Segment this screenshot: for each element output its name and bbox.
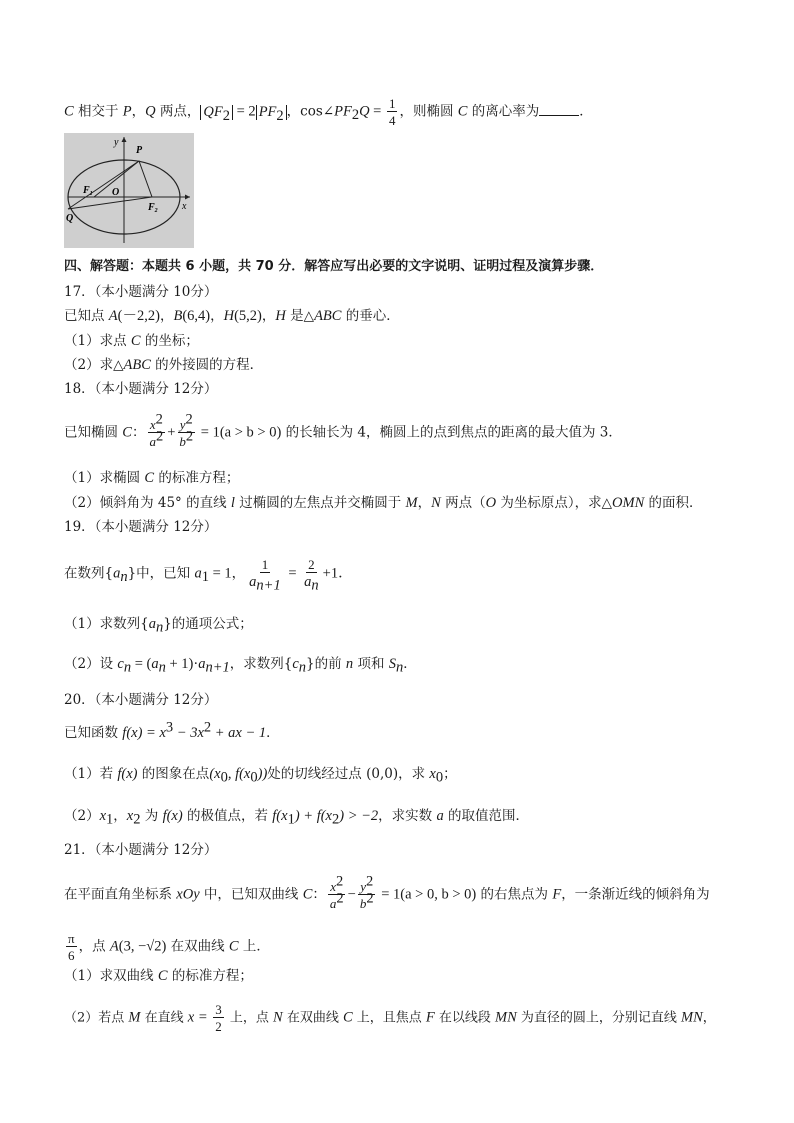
- q21-title: 21．（本小题满分 12分）: [64, 842, 218, 858]
- label-y: y: [114, 137, 119, 148]
- fraction-1-over-an1: $\frac{1}{a_{n+1}}$: [249, 557, 281, 594]
- q16-continuation: C 相交于 P，Q 两点， $QF_2 = 2$ $PF_2$ ，$\cos\angle PF_2Q$ = $\frac{1}{4}$ ，则椭圆 C 的离心率为 ．: [64, 96, 593, 128]
- q19-part1: （1）求数列$\{a_n\}$的通项公式；: [64, 616, 253, 636]
- ellipse-figure: [64, 133, 194, 248]
- label-F2: $F_2$: [148, 202, 158, 214]
- q17-part2: （2）求△ABC 的外接圆的方程．: [64, 357, 264, 373]
- q18-stem: 已知椭圆 C： $\frac{x^2}{a^2}$ + $\frac{y^2}{b^2}$ = 1(a > b > 0) 的长轴长为 4，椭圆上的点到焦点的距离的最大值为 3．: [64, 411, 622, 449]
- fraction-y2-b2: $\frac{y^2}{b^2}$: [179, 411, 194, 449]
- fraction-3-over-2: $\frac{3}{2}$: [215, 1002, 222, 1034]
- q21-part1: （1）求双曲线 C 的标准方程；: [64, 968, 253, 984]
- q18-part2: （2）倾斜角为 45° 的直线 l 过椭圆的左焦点并交椭圆于 M，N 两点（O 为坐标原点），求△OMN 的面积．: [64, 495, 703, 511]
- label-Q: Q: [66, 213, 74, 224]
- fraction-x2-a2-hyperbola: $\frac{x^2}{a^2}$: [329, 873, 344, 911]
- q19-part2: （2）设 $c_n = (a_n + 1)\cdot a_{n+1}$，求数列$\{c_n\}$的前 n 项和 $S_n$．: [64, 656, 417, 676]
- label-x: x: [182, 201, 187, 212]
- q20-part2: $(2)x_1$，$x_2$ 为 f(x) 的极值点，若 $f(x_1) + f(x_2) > -2$，求实数 a 的取值范围．: [64, 808, 529, 828]
- q21-stem-cont: $\frac{\pi}{6}$ ，点 A(3, −√2) 在双曲线 C 上．: [68, 931, 270, 963]
- q17-stem: 已知点 A(－2,2)，B(6,4)，H(5,2)，H 是△ABC 的垂心．: [64, 308, 400, 324]
- q20-title: 20．（本小题满分 12分）: [64, 692, 218, 708]
- q18-title: 18．（本小题满分 12分）: [64, 381, 218, 397]
- section-heading: 四、解答题：本题共 6 小题，共 70 分．解答应写出必要的文字说明、证明过程及演算步骤．: [64, 259, 604, 274]
- answer-blank: [539, 103, 579, 116]
- q21-part2: （2）若点 M 在直线 x = $\frac{3}{2}$ 上，点 N 在双曲线 C 上，且焦点 F 在以线段 MN 为直径的圆上，分别记直线 MN，: [64, 1002, 716, 1034]
- q20-stem: 已知函数 $f(x) = x^3 - 3x^2$ + ax − 1．: [64, 719, 280, 741]
- q18-part1: （1）求椭圆 C 的标准方程；: [64, 470, 240, 486]
- q17-title: 17．（本小题满分 10分）: [64, 284, 218, 300]
- label-O: O: [112, 187, 120, 198]
- label-P: P: [136, 145, 143, 156]
- abs-qf2: $QF_2$: [200, 105, 233, 120]
- fraction-pi-over-6: $\frac{\pi}{6}$: [68, 931, 75, 963]
- q19-title: 19．（本小题满分 12分）: [64, 519, 218, 535]
- fraction-x2-a2: $\frac{x^2}{a^2}$: [149, 411, 164, 449]
- q19-stem: 在数列$\{a_n\}$中，已知 $a_1 = 1$， $\frac{1}{a_{n+1}}$ = $\frac{2}{a_n}$ +1．: [64, 557, 353, 594]
- fraction-one-quarter: $\frac{1}{4}$: [388, 96, 396, 128]
- q21-stem: 在平面直角坐标系 xOy 中，已知双曲线 C： $\frac{x^2}{a^2}$ − $\frac{y^2}{b^2}$ = 1(a > 0, b > 0) 的右焦点为 F，一条渐近线的倾斜角为: [64, 873, 710, 911]
- abs-pf2: $PF_2$: [256, 105, 287, 120]
- q17-part1: （1）求点 C 的坐标；: [64, 333, 199, 349]
- q20-part1: （1）若 f(x) 的图象在点($x_0$, $f(x_0)$)处的切线经过点 (0,0)，求 $x_0$；: [64, 766, 457, 786]
- fraction-y2-b2-hyperbola: $\frac{y^2}{b^2}$: [359, 873, 374, 911]
- label-F1: $F_1$: [83, 185, 93, 197]
- fraction-2-over-an: $\frac{2}{a_n}$: [304, 557, 319, 594]
